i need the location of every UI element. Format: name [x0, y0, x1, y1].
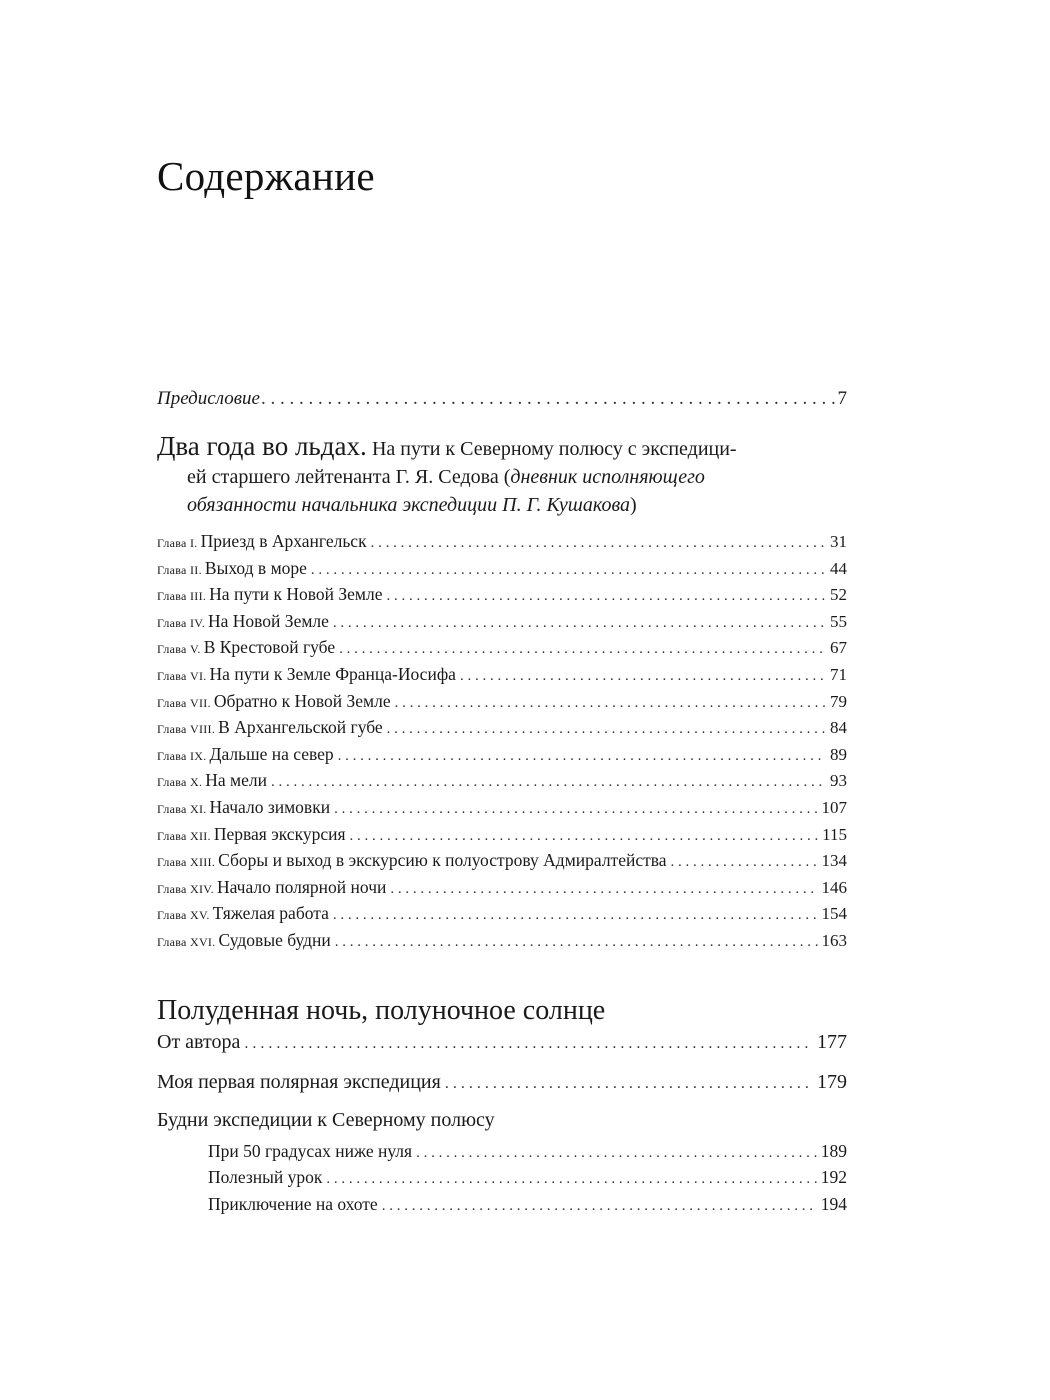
- page-number: 67: [830, 638, 847, 658]
- chapter-label: Глава XII.: [157, 828, 211, 843]
- chapter-label: Глава IX.: [157, 748, 207, 763]
- toc-chapter-entry[interactable]: [157, 584, 847, 611]
- dot-leader: [334, 801, 817, 818]
- toc-entry[interactable]: [157, 1071, 847, 1109]
- part-description: ей старшего лейтенанта Г. Я. Седова (: [187, 466, 511, 488]
- part-title: Два года во льдах.: [157, 431, 367, 461]
- toc-chapter-entry[interactable]: [157, 797, 847, 824]
- dot-leader: [350, 828, 819, 845]
- chapter-list: [157, 531, 847, 957]
- chapter-label: Глава X.: [157, 775, 203, 790]
- dot-leader: [244, 1035, 813, 1053]
- toc-subentry[interactable]: [157, 1167, 847, 1194]
- chapter-label: Глава XV.: [157, 908, 210, 923]
- page-number: 134: [821, 851, 847, 871]
- toc-chapter-entry[interactable]: [157, 531, 847, 558]
- toc-entry-preface[interactable]: [157, 388, 847, 418]
- dot-leader: [326, 1171, 816, 1188]
- dot-leader: [371, 535, 826, 552]
- page-number: 179: [817, 1070, 847, 1093]
- page-number: 177: [817, 1030, 847, 1053]
- part-title-midday-night: Полуденная ночь, полуночное солнце: [157, 994, 606, 1026]
- page-number: 115: [822, 824, 847, 844]
- subentry-title: При 50 градусах ниже нуля: [208, 1140, 413, 1161]
- page-number: 163: [821, 930, 847, 950]
- subentry-title: Полезный урок: [208, 1167, 323, 1188]
- chapter-title: В Архангельской губе: [218, 717, 383, 738]
- toc-chapter-entry[interactable]: [157, 558, 847, 585]
- toc-chapter-entry[interactable]: [157, 770, 847, 797]
- chapter-label: Глава VII.: [157, 695, 211, 710]
- section-heading[interactable]: [157, 1109, 847, 1141]
- chapter-label: Глава VI.: [157, 668, 207, 683]
- chapter-title: Начало полярной ночи: [216, 876, 387, 897]
- chapter-label: Глава XIII.: [157, 855, 216, 870]
- part-heading-two-years-in-ice: [157, 432, 847, 519]
- toc-chapter-entry[interactable]: [157, 824, 847, 851]
- chapter-title: В Крестовой губе: [203, 637, 336, 658]
- dot-leader: [271, 774, 826, 791]
- section-title: Будни экспедиции к Северному полюсу: [157, 1108, 495, 1131]
- page-number: 192: [820, 1167, 847, 1188]
- part-description: На пути к Северному полюсу с экспедици-: [371, 438, 737, 460]
- chapter-title: Судовые будни: [218, 929, 331, 950]
- toc-chapter-entry[interactable]: [157, 691, 847, 718]
- page-number: 52: [830, 585, 847, 605]
- entry-title: Моя первая полярная экспедиция: [157, 1070, 441, 1093]
- dot-leader: [382, 1198, 817, 1215]
- chapter-label: Глава II.: [157, 562, 202, 577]
- chapter-label: Глава VIII.: [157, 722, 216, 737]
- entry-title: Предисловие: [157, 388, 260, 409]
- dot-leader: [390, 881, 817, 898]
- page-number: 55: [830, 611, 847, 631]
- dot-leader: [311, 562, 826, 579]
- toc-chapter-entry[interactable]: [157, 903, 847, 930]
- page-number: 71: [830, 664, 847, 684]
- toc-subentry[interactable]: [157, 1141, 847, 1168]
- chapter-title: На Новой Земле: [208, 610, 329, 631]
- toc-subentry[interactable]: [157, 1194, 847, 1221]
- page-number: 89: [830, 744, 847, 764]
- page-number: 31: [830, 532, 847, 551]
- chapter-title: Начало зимовки: [209, 796, 331, 817]
- toc-chapter-entry[interactable]: [157, 664, 847, 691]
- chapter-title: Обратно к Новой Земле: [213, 690, 391, 711]
- table-of-contents: [157, 388, 847, 1220]
- chapter-label: Глава XIV.: [157, 881, 214, 896]
- page-number: 194: [820, 1193, 847, 1214]
- dot-leader: [335, 934, 818, 951]
- chapter-title: На пути к Земле Франца-Иосифа: [209, 663, 456, 684]
- part-description-italic: дневник исполняющего: [510, 466, 705, 488]
- chapter-title: Сборы и выход в экскурсию к полуострову Адмиралтейства: [218, 850, 667, 871]
- dot-leader: [671, 854, 818, 871]
- dot-leader: [395, 695, 826, 712]
- dot-leader: [333, 615, 826, 632]
- toc-chapter-entry[interactable]: [157, 637, 847, 664]
- subentry-list: [157, 1141, 847, 1221]
- toc-chapter-entry[interactable]: [157, 850, 847, 877]
- page-number: 79: [830, 691, 847, 711]
- page-number: 93: [830, 771, 847, 791]
- entry-title: От автора: [157, 1030, 241, 1053]
- dot-leader: [416, 1145, 817, 1162]
- chapter-label: Глава IV.: [157, 615, 205, 630]
- part-description: ): [630, 494, 637, 516]
- chapter-title: На мели: [205, 770, 267, 791]
- chapter-title: Первая экскурсия: [213, 823, 346, 844]
- dot-leader: [261, 388, 837, 410]
- page-number: 7: [837, 388, 847, 409]
- chapter-title: Тяжелая работа: [212, 903, 329, 924]
- page-number: 44: [830, 558, 847, 578]
- dot-leader: [333, 907, 818, 924]
- dot-leader: [338, 748, 826, 765]
- chapter-label: Глава XI.: [157, 801, 207, 816]
- dot-leader: [445, 1075, 813, 1093]
- toc-chapter-entry[interactable]: [157, 877, 847, 904]
- dot-leader: [386, 588, 826, 605]
- chapter-title: Дальше на север: [209, 743, 334, 764]
- chapter-label: Глава I.: [157, 536, 198, 550]
- dot-leader: [387, 721, 826, 738]
- page-number: 154: [821, 904, 847, 924]
- toc-entry[interactable]: [157, 1031, 847, 1069]
- page-number: 146: [821, 877, 847, 897]
- toc-chapter-entry[interactable]: [157, 717, 847, 744]
- toc-chapter-entry[interactable]: [157, 744, 847, 771]
- subentry-title: Приключение на охоте: [208, 1193, 378, 1214]
- chapter-title: Выход в море: [204, 557, 307, 578]
- dot-leader: [339, 641, 826, 658]
- chapter-label: Глава V.: [157, 642, 201, 657]
- chapter-label: Глава III.: [157, 589, 207, 604]
- chapter-title: Приезд в Архангельск: [200, 531, 367, 551]
- toc-chapter-entry[interactable]: [157, 611, 847, 638]
- page-number: 189: [820, 1140, 847, 1161]
- toc-chapter-entry[interactable]: [157, 930, 847, 957]
- chapter-label: Глава XVI.: [157, 934, 216, 949]
- page-title: Содержание: [157, 153, 375, 199]
- part2-entry-list: [157, 1031, 847, 1109]
- page-number: 84: [830, 718, 847, 738]
- part-description-italic: обязанности начальника экспедиции П. Г. Кушакова: [187, 494, 630, 516]
- chapter-title: На пути к Новой Земле: [209, 584, 383, 605]
- dot-leader: [460, 668, 826, 685]
- page-number: 107: [821, 797, 847, 817]
